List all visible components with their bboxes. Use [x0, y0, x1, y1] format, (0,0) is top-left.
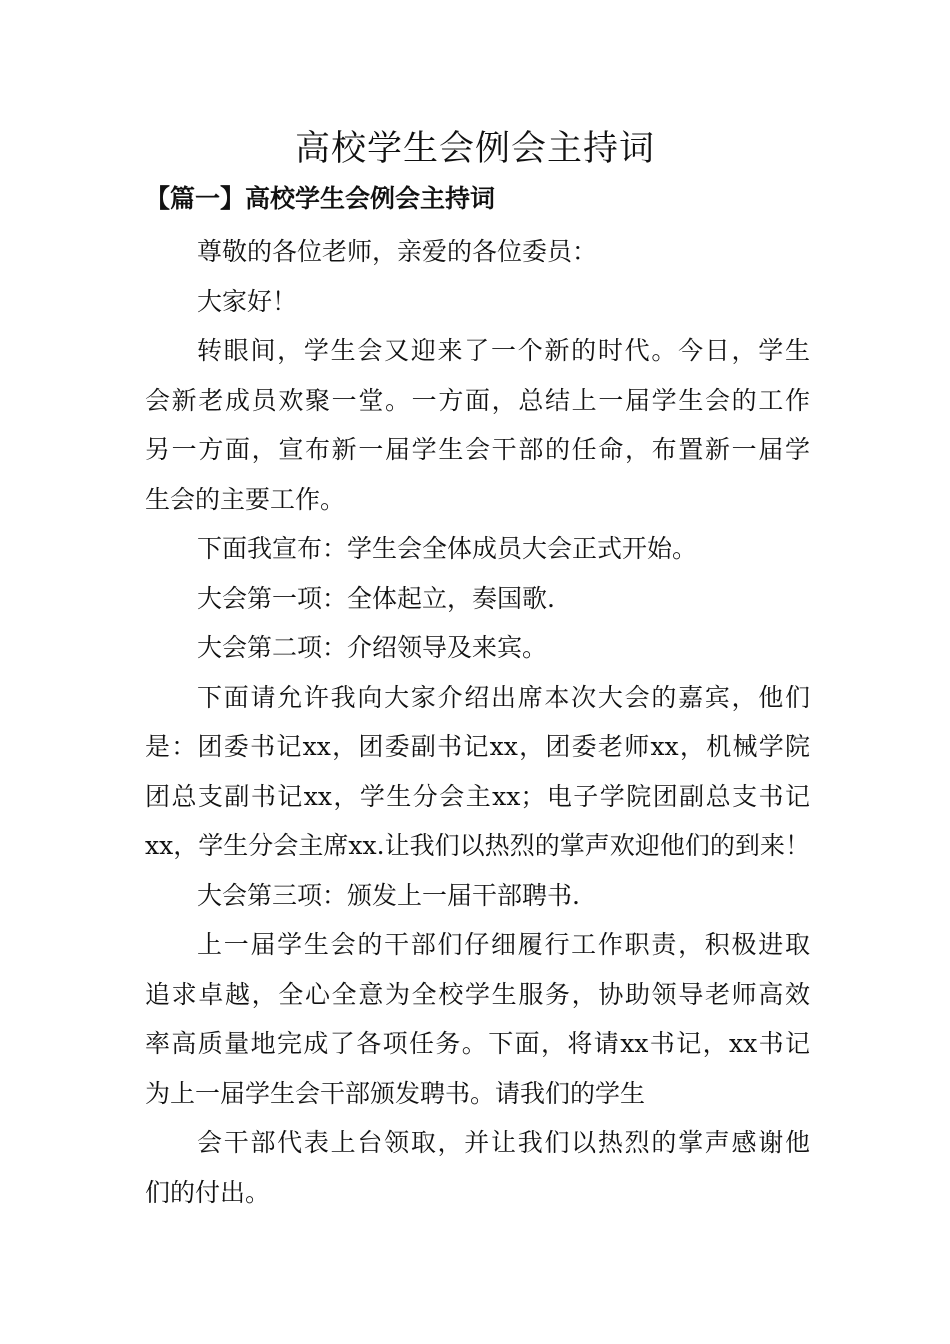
text-line: 会新老成员欢聚一堂。一方面，总结上一届学生会的工作	[145, 385, 810, 415]
text-line: 下面我宣布：学生会全体成员大会正式开始。	[197, 534, 698, 563]
paragraph	[145, 227, 810, 277]
text-line: 们的付出。	[145, 1177, 271, 1207]
paragraph	[145, 871, 810, 921]
text-line: 大会第三项：颁发上一届干部聘书.	[197, 880, 580, 910]
text-line: 下面请允许我向大家介绍出席本次大会的嘉宾，他们	[197, 682, 810, 712]
text-line: 率高质量地完成了各项任务。下面，将请xx书记，xx书记	[145, 1029, 810, 1058]
text-line: 大会第一项：全体起立，奏国歌.	[197, 583, 555, 613]
document-title: 高校学生会例会主持词	[294, 129, 655, 169]
paragraph	[145, 920, 810, 1118]
text-line: xx，学生分会主席xx.让我们以热烈的掌声欢迎他们的到来！	[145, 831, 810, 860]
paragraph	[145, 623, 810, 673]
paragraph	[145, 574, 810, 624]
section-heading: 【篇一】高校学生会例会主持词	[145, 184, 496, 213]
text-line: 会干部代表上台领取，并让我们以热烈的掌声感谢他	[197, 1128, 810, 1157]
text-line: 团总支副书记xx，学生分会主xx；电子学院团副总支书记	[145, 781, 810, 811]
text-line: 是：团委书记xx，团委副书记xx，团委老师xx，机械学院	[145, 732, 810, 761]
paragraph	[145, 673, 810, 871]
paragraph	[145, 326, 810, 524]
paragraph	[145, 277, 810, 327]
text-line: 追求卓越，全心全意为全校学生服务，协助领导老师高效	[145, 979, 810, 1009]
text-line: 另一方面，宣布新一届学生会干部的任命，布置新一届学	[145, 435, 810, 464]
paragraph	[145, 1118, 810, 1217]
text-line: 生会的主要工作。	[145, 484, 346, 514]
paragraph	[145, 524, 810, 574]
text-line: 转眼间，学生会又迎来了一个新的时代。今日，学生	[197, 336, 810, 365]
text-line: 上一届学生会的干部们仔细履行工作职责，积极进取	[197, 930, 810, 959]
document-body	[145, 227, 810, 1217]
text-line: 大会第二项：介绍领导及来宾。	[197, 633, 548, 662]
text-line: 大家好！	[197, 286, 298, 316]
text-line: 尊敬的各位老师，亲爱的各位委员：	[197, 237, 598, 266]
text-line: 为上一届学生会干部颁发聘书。请我们的学生	[145, 1078, 646, 1108]
